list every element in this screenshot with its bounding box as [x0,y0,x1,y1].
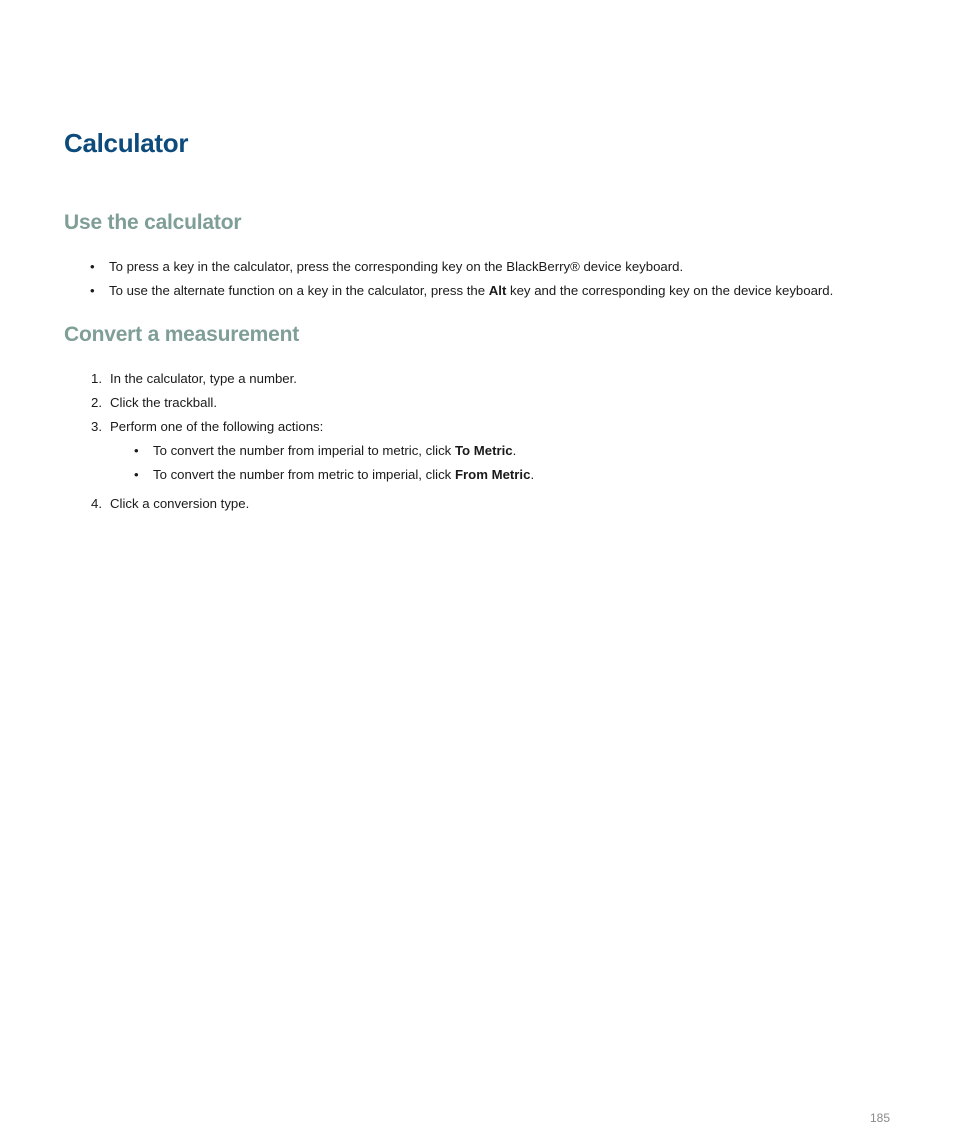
bullet-icon: • [90,283,95,298]
from-metric-label: From Metric [454,467,531,482]
bullet-text: To use the alternate function on a key in the calculator, press the Alt key and the corresponding key on the device keyboard. [109,283,834,298]
bullet-icon: • [134,443,139,458]
step-number: 3. [91,419,102,434]
bullet-text: To convert the number from metric to imperial, click From Metric. [153,467,535,482]
bullet-text: To convert the number from imperial to metric, click To Metric. [153,443,517,458]
step-number: 4. [91,496,102,511]
step-number: 1. [91,371,102,386]
page-number: 185 [869,1111,890,1125]
bullet-icon: • [134,467,139,482]
step-text: Click the trackball. [110,395,218,410]
page-title: Calculator [64,128,189,158]
to-metric-label: To Metric [454,443,513,458]
bullet-text: To press a key in the calculator, press the corresponding key on the BlackBerry® device keyboard. [109,259,684,274]
step-text: Click a conversion type. [110,496,250,511]
step-text: In the calculator, type a number. [110,371,297,386]
section-heading-use-calculator: Use the calculator [64,211,242,234]
bullet-icon: • [90,259,95,274]
section-heading-convert-measurement: Convert a measurement [64,323,300,346]
step-number: 2. [91,395,102,410]
step-text: Perform one of the following actions: [110,419,324,434]
alt-key-label: Alt [488,283,507,298]
